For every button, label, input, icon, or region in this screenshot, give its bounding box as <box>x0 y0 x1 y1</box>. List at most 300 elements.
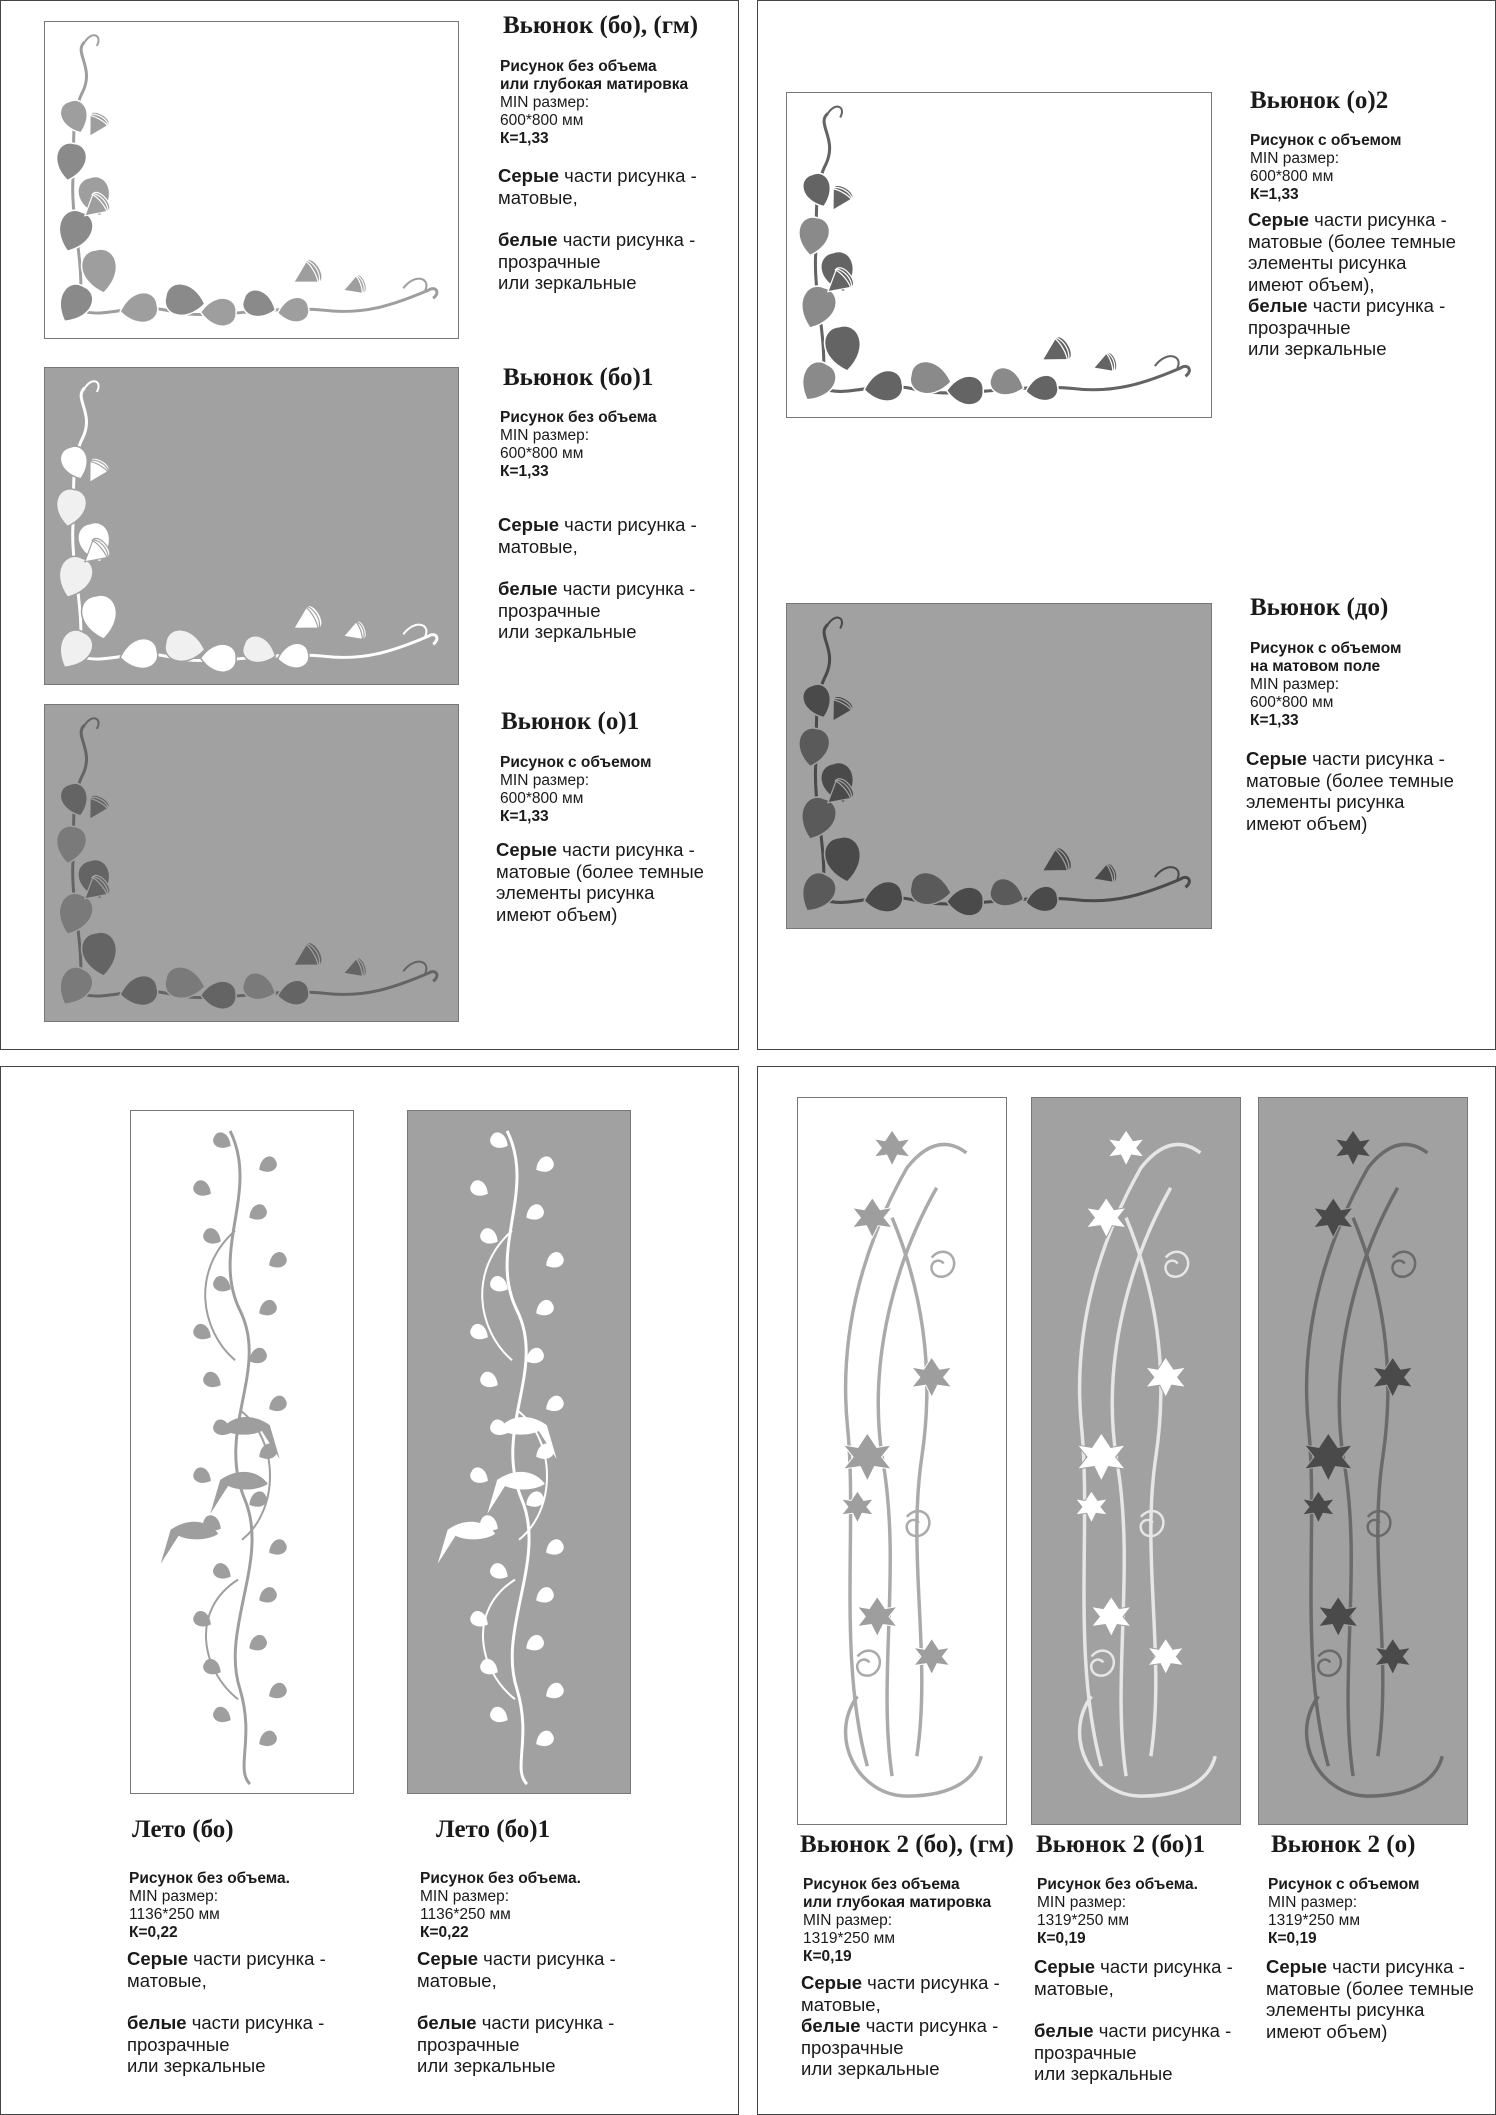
description-keyword: белые <box>498 229 558 250</box>
description-text: имеют объем) <box>496 903 618 925</box>
leaf-shape <box>533 1585 557 1607</box>
description-line <box>498 600 697 622</box>
leaf-shape <box>51 279 98 329</box>
design-image-vyunok-bo-gm <box>44 21 459 339</box>
description-text: элементы рисунка <box>1248 252 1407 273</box>
description-text: элементы рисунка <box>1266 1999 1425 2020</box>
leaf-shape <box>542 1537 566 1559</box>
description-text: матовые, <box>417 1969 497 1991</box>
leaf-shape <box>799 681 836 723</box>
maple-leaf-shape <box>1303 1491 1335 1523</box>
vine-stem <box>1080 1696 1216 1796</box>
flower-shape <box>340 619 368 646</box>
description-line <box>1034 2042 1233 2064</box>
leaf-shape <box>468 1465 492 1487</box>
leaf-shape <box>488 1561 512 1583</box>
maple-leaf-shape <box>1313 1198 1353 1238</box>
spacer <box>417 1991 616 2012</box>
min-size-value: 1136*250 мм <box>420 1906 511 1923</box>
coefficient-value: К=1,33 <box>1250 712 1299 729</box>
description-text: части рисунка - <box>1095 1956 1233 1977</box>
description-text: прозрачные <box>127 2033 230 2055</box>
description-text: матовые, <box>498 186 578 208</box>
design-title: Вьюнок (о)1 <box>501 708 640 735</box>
description-text: или зеркальные <box>498 272 637 293</box>
leaf-shape <box>256 1154 280 1176</box>
min-size-value: 600*800 мм <box>500 790 584 807</box>
flower-shape <box>1090 350 1119 377</box>
leaf-shape <box>51 625 98 675</box>
design-image-vyunok2-bo-gm <box>797 1097 1007 1825</box>
spec-type-line: или глубокая матировка <box>803 1894 992 1911</box>
min-size-label: MIN размер: <box>803 1912 893 1929</box>
design-image-vyunok2-o <box>1258 1097 1468 1825</box>
description-text: части рисунка - <box>188 1948 326 1969</box>
maple-leaf-shape <box>1148 1639 1184 1675</box>
leaf-shape <box>533 1297 557 1319</box>
description-keyword: белые <box>801 2015 861 2036</box>
leaf-shape <box>256 1585 280 1607</box>
leaf-shape <box>1024 884 1060 915</box>
description-line <box>496 861 704 883</box>
description-line <box>498 272 697 294</box>
spacer <box>127 1991 326 2012</box>
maple-leaf-shape <box>914 1639 950 1675</box>
description-keyword: белые <box>127 2012 187 2033</box>
description-line <box>1248 338 1456 360</box>
description-line <box>1266 1978 1474 2000</box>
description-line <box>498 251 697 273</box>
min-size-value: 600*800 мм <box>1250 168 1334 185</box>
description-line <box>417 2055 616 2077</box>
vine-stem <box>1307 1696 1443 1796</box>
min-size-value: 600*800 мм <box>500 112 584 129</box>
description-line <box>498 187 697 209</box>
description-keyword: Серые <box>1034 1956 1096 1977</box>
flower-shape <box>1036 334 1075 372</box>
tendril <box>403 625 426 637</box>
vine-stem <box>1112 1188 1170 1776</box>
leaf-shape <box>201 981 237 1009</box>
description-line <box>1248 231 1456 253</box>
vine-stem <box>815 624 1189 904</box>
design-spec <box>1037 1876 1198 1948</box>
leaf-shape <box>275 295 310 325</box>
description-text: части рисунка - <box>557 839 695 860</box>
description-text: части рисунка - <box>1327 1956 1465 1977</box>
description-line <box>417 2012 616 2034</box>
description-line <box>1248 295 1456 317</box>
maple-leaf-shape <box>1373 1357 1413 1397</box>
description-text: матовые, <box>1034 1977 1114 1999</box>
tendril <box>85 718 99 729</box>
description-keyword: белые <box>498 578 558 599</box>
design-image-vyunok-o2 <box>786 92 1212 418</box>
min-size-value: 1136*250 мм <box>129 1906 220 1923</box>
design-description <box>498 514 697 643</box>
min-size-label: MIN размер: <box>500 772 590 789</box>
vine-stem <box>507 1131 529 1784</box>
description-keyword: Серые <box>801 1972 863 1993</box>
leaf-shape <box>265 1250 289 1272</box>
vine-stem <box>73 388 437 661</box>
design-title: Лето (бо)1 <box>436 1816 551 1843</box>
description-line <box>1266 1999 1474 2021</box>
spec-type-line: Рисунок без объема. <box>1037 1876 1198 1893</box>
description-text: части рисунка - <box>1093 2020 1232 2041</box>
maple-leaf-shape <box>842 1491 874 1523</box>
flower-shape <box>287 603 325 640</box>
leaf-shape <box>211 1704 235 1726</box>
design-spec <box>500 754 651 826</box>
leaf-shape <box>201 1656 225 1678</box>
description-text: или зеркальные <box>498 621 637 642</box>
leaf-shape <box>533 1728 557 1750</box>
leaf-shape <box>542 1393 566 1415</box>
leaf-shape <box>478 1369 502 1391</box>
maple-leaf-shape <box>1076 1491 1108 1523</box>
design-description <box>127 1948 326 2077</box>
spec-type-line: Рисунок с объемом <box>1250 640 1402 657</box>
description-line <box>417 1970 616 1992</box>
design-image-leto-bo1 <box>407 1110 631 1794</box>
design-description <box>801 1972 1000 2080</box>
maple-leaf-shape <box>1375 1639 1411 1675</box>
maple-leaf-shape <box>1335 1130 1371 1166</box>
description-text: имеют объем), <box>1248 273 1375 295</box>
description-line <box>1266 1956 1474 1978</box>
spec-type-line: на матовом поле <box>1250 658 1381 675</box>
description-text: прозрачные <box>1034 2041 1137 2063</box>
description-line <box>1246 748 1454 770</box>
flower-shape <box>287 257 325 294</box>
description-line <box>801 1994 1000 2016</box>
vine-stem <box>73 725 437 998</box>
leaf-shape <box>265 1393 289 1415</box>
min-size-label: MIN размер: <box>1268 1894 1358 1911</box>
vine-stem <box>73 42 437 315</box>
vine-illustration <box>1259 1098 1467 1824</box>
vine-stem <box>815 113 1189 393</box>
description-text: или зеркальные <box>127 2055 266 2076</box>
description-text: части рисунка - <box>186 2012 325 2033</box>
leaf-shape <box>53 824 89 866</box>
design-title: Вьюнок (бо)1 <box>503 364 654 391</box>
vine-illustration <box>787 604 1211 928</box>
leaf-shape <box>57 443 93 484</box>
leaf-shape <box>1024 373 1060 404</box>
maple-leaf-shape <box>874 1130 910 1166</box>
description-line <box>801 2015 1000 2037</box>
vine-illustration <box>798 1098 1006 1824</box>
leaf-shape <box>987 875 1029 912</box>
design-image-vyunok-bo1 <box>44 367 459 685</box>
leaf-shape <box>256 1297 280 1319</box>
min-size-value: 600*800 мм <box>1250 694 1334 711</box>
description-keyword: Серые <box>127 1948 189 1969</box>
leaf-shape <box>57 97 93 138</box>
leaf-shape <box>987 364 1029 401</box>
description-text: части рисунка - <box>557 578 696 599</box>
leaf-shape <box>478 1656 502 1678</box>
coefficient-value: К=0,22 <box>420 1924 469 1941</box>
leaf-shape <box>799 170 836 212</box>
flower-shape <box>287 940 325 977</box>
description-text: части рисунка - <box>559 514 697 535</box>
description-keyword: Серые <box>498 165 560 186</box>
vine-illustration <box>45 22 458 338</box>
design-spec <box>1268 1876 1419 1948</box>
leaf-shape <box>793 356 841 407</box>
leaf-shape <box>201 644 237 672</box>
description-text: матовые, <box>498 535 578 557</box>
spiral-tendril <box>1091 1651 1114 1676</box>
design-description <box>498 165 697 294</box>
description-keyword: Серые <box>496 839 558 860</box>
spec-type-line: Рисунок с объемом <box>1268 1876 1420 1893</box>
description-text: части рисунка - <box>1307 748 1445 769</box>
leaf-shape <box>191 1178 215 1200</box>
description-line <box>1034 1956 1233 1978</box>
description-text: матовые, <box>127 1969 207 1991</box>
description-text: или зеркальные <box>1248 338 1387 359</box>
flower-shape <box>340 273 368 300</box>
description-keyword: Серые <box>417 1948 479 1969</box>
vine-stem <box>846 1696 982 1796</box>
description-text: имеют объем) <box>1266 2020 1388 2042</box>
leaf-shape <box>51 962 98 1012</box>
design-description <box>1034 1956 1233 2085</box>
spec-type-line: Рисунок с объемом <box>500 754 652 771</box>
description-keyword: Серые <box>1246 748 1308 769</box>
leaf-shape <box>118 636 160 672</box>
description-line <box>127 2055 326 2077</box>
design-title: Вьюнок 2 (о) <box>1271 1831 1416 1858</box>
maple-leaf-shape <box>912 1357 952 1397</box>
spacer <box>498 557 697 578</box>
description-text: матовые (более темные <box>496 860 704 882</box>
min-size-label: MIN размер: <box>129 1888 219 1905</box>
description-text: части рисунка - <box>559 165 697 186</box>
design-spec <box>420 1870 581 1942</box>
min-size-label: MIN размер: <box>1250 676 1340 693</box>
description-text: матовые (более темные <box>1248 230 1456 252</box>
tendril <box>85 35 99 46</box>
design-description <box>496 839 704 925</box>
flower-shape <box>340 956 368 983</box>
min-size-label: MIN размер: <box>1037 1894 1127 1911</box>
design-description <box>417 1948 616 2077</box>
vine-stem <box>878 1188 936 1776</box>
description-keyword: белые <box>417 2012 477 2033</box>
description-line <box>127 2012 326 2034</box>
design-description <box>1266 1956 1474 2042</box>
design-title: Вьюнок (бо), (гм) <box>503 12 699 39</box>
description-text: части рисунка - <box>860 2015 999 2036</box>
leaf-shape <box>793 867 841 918</box>
description-line <box>496 882 704 904</box>
description-line <box>496 904 704 926</box>
leaf-shape <box>53 487 89 529</box>
description-text: или зеркальные <box>1034 2063 1173 2084</box>
design-title: Вьюнок 2 (бо)1 <box>1036 1831 1206 1858</box>
description-line <box>127 2034 326 2056</box>
description-line <box>801 2058 1000 2080</box>
description-text: матовые, <box>801 1993 881 2015</box>
description-text: части рисунка - <box>862 1972 1000 1993</box>
leaf-shape <box>211 1561 235 1583</box>
coefficient-value: К=0,19 <box>1268 1930 1317 1947</box>
leaf-shape <box>795 726 832 769</box>
coefficient-value: К=0,19 <box>1037 1930 1086 1947</box>
leaf-shape <box>275 978 310 1008</box>
min-size-label: MIN размер: <box>500 427 590 444</box>
description-line <box>1246 813 1454 835</box>
leaf-shape <box>256 1728 280 1750</box>
description-text: прозрачные <box>801 2036 904 2058</box>
vine-illustration <box>1032 1098 1240 1824</box>
description-line <box>1248 209 1456 231</box>
description-line <box>498 536 697 558</box>
design-spec <box>129 1870 290 1942</box>
spacer <box>1034 1999 1233 2020</box>
description-text: части рисунка - <box>1307 295 1446 316</box>
leaf-shape <box>947 376 984 405</box>
leaf-shape <box>53 141 89 183</box>
leaf-shape <box>523 1202 547 1224</box>
leaf-shape <box>795 215 832 258</box>
leaf-shape <box>861 879 904 916</box>
description-text: части рисунка - <box>1309 209 1447 230</box>
design-image-vyunok2-bo1 <box>1031 1097 1241 1825</box>
spacer <box>498 208 697 229</box>
description-text: или зеркальные <box>801 2058 940 2079</box>
description-line <box>1248 274 1456 296</box>
design-image-vyunok-do <box>786 603 1212 929</box>
spiral-tendril <box>1165 1252 1188 1277</box>
leaf-shape <box>265 1680 289 1702</box>
spec-type-line: Рисунок без объема <box>500 58 657 75</box>
tendril <box>85 381 99 392</box>
description-text: имеют объем) <box>1246 812 1368 834</box>
leaf-shape <box>265 1537 289 1559</box>
spiral-tendril <box>1392 1252 1415 1277</box>
description-line <box>1034 2020 1233 2042</box>
coefficient-value: К=1,33 <box>1250 186 1299 203</box>
coefficient-value: К=0,19 <box>803 1948 852 1965</box>
description-line <box>496 839 704 861</box>
leaf-shape <box>201 1369 225 1391</box>
description-text: элементы рисунка <box>496 882 655 903</box>
coefficient-value: К=1,33 <box>500 808 549 825</box>
leaf-shape <box>542 1680 566 1702</box>
design-title: Вьюнок (до) <box>1250 594 1389 621</box>
coefficient-value: К=0,22 <box>129 1924 178 1941</box>
min-size-label: MIN размер: <box>420 1888 510 1905</box>
leaf-shape <box>239 286 280 322</box>
description-keyword: Серые <box>498 514 560 535</box>
description-line <box>417 2034 616 2056</box>
design-description <box>1248 209 1456 360</box>
description-keyword: Серые <box>1266 1956 1328 1977</box>
tendril <box>828 107 842 118</box>
spec-type-line: Рисунок без объема. <box>420 1870 581 1887</box>
description-line <box>1034 1978 1233 2000</box>
description-line <box>127 1948 326 1970</box>
description-text: части рисунка - <box>557 229 696 250</box>
leaf-shape <box>118 973 160 1009</box>
min-size-value: 1319*250 мм <box>1268 1912 1360 1929</box>
description-line <box>498 621 697 643</box>
description-text: части рисунка - <box>478 1948 616 1969</box>
design-title: Лето (бо) <box>132 1816 234 1843</box>
min-size-label: MIN размер: <box>500 94 590 111</box>
vine-stem <box>1126 1218 1161 1757</box>
leaf-shape <box>239 969 280 1005</box>
description-line <box>498 578 697 600</box>
tendril <box>403 279 426 291</box>
description-text: прозрачные <box>498 250 601 272</box>
spec-type-line: Рисунок без объема. <box>129 1870 290 1887</box>
description-line <box>1246 791 1454 813</box>
vine-stem <box>230 1131 252 1784</box>
spec-type-line: Рисунок с объемом <box>1250 132 1402 149</box>
description-text: матовые (более темные <box>1266 1977 1474 1999</box>
leaf-shape <box>533 1154 557 1176</box>
design-title: Вьюнок 2 (бо), (гм) <box>800 1831 1014 1858</box>
leaf-shape <box>239 632 280 668</box>
description-text: прозрачные <box>417 2033 520 2055</box>
design-spec <box>1250 640 1401 730</box>
bird-shape <box>161 1522 218 1564</box>
description-keyword: белые <box>1034 2020 1094 2041</box>
leaf-shape <box>542 1250 566 1272</box>
leaf-shape <box>191 1465 215 1487</box>
maple-leaf-shape <box>1146 1357 1186 1397</box>
leaf-shape <box>947 887 984 916</box>
design-spec <box>500 409 657 481</box>
design-image-leto-bo <box>130 1110 354 1794</box>
vine-stem <box>892 1218 927 1757</box>
description-line <box>127 1970 326 1992</box>
spiral-tendril <box>1318 1651 1341 1676</box>
vine-stem <box>1353 1218 1388 1757</box>
description-text: части рисунка - <box>476 2012 615 2033</box>
vine-illustration <box>45 705 458 1021</box>
description-line <box>1246 770 1454 792</box>
spec-type-line: или глубокая матировка <box>500 76 689 93</box>
bird-shape <box>438 1522 495 1564</box>
leaf-shape <box>468 1178 492 1200</box>
description-line <box>498 165 697 187</box>
description-line <box>1034 2063 1233 2085</box>
leaf-shape <box>275 641 310 671</box>
vine-illustration <box>787 93 1211 417</box>
leaf-shape <box>246 1632 270 1654</box>
design-spec <box>1250 132 1401 204</box>
spec-type-line: Рисунок без объема <box>500 409 657 426</box>
design-title: Вьюнок (о)2 <box>1250 87 1389 114</box>
maple-leaf-shape <box>1108 1130 1144 1166</box>
description-keyword: белые <box>1248 295 1308 316</box>
description-text: прозрачные <box>498 599 601 621</box>
leaf-shape <box>118 290 160 326</box>
description-text: прозрачные <box>1248 316 1351 338</box>
leaf-shape <box>488 1704 512 1726</box>
vine-stem <box>1339 1188 1397 1776</box>
tendril <box>1155 356 1179 368</box>
description-line <box>801 2037 1000 2059</box>
